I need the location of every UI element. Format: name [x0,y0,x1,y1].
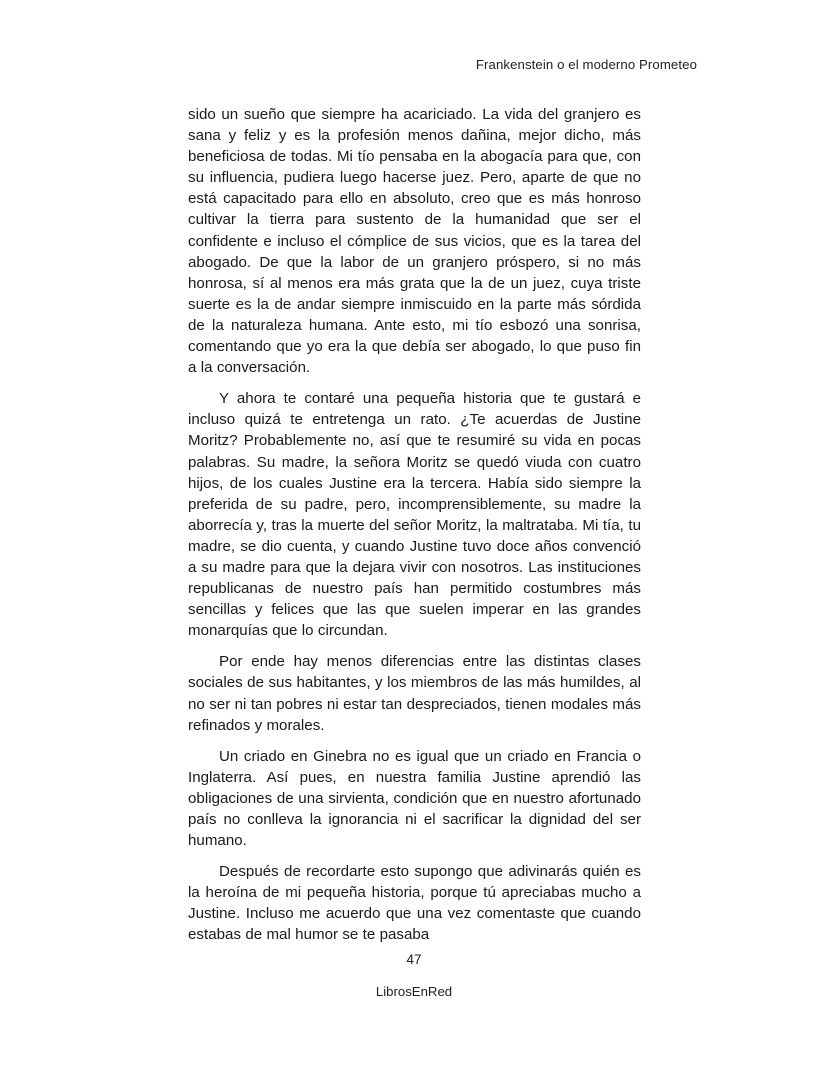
publisher-imprint: LibrosEnRed [375,984,453,999]
body-paragraph: Un criado en Ginebra no es igual que un criado en Francia o Inglaterra. Así pues, en nuestra familia Justine aprendió las obligaciones de una sirvienta, condición que en nuestro afortunado país no conlleva la ignorancia ni el sacrificar la dignidad del ser humano. [188,747,641,850]
body-paragraph: Por ende hay menos diferencias entre las distintas clases sociales de sus habitantes, y los miembros de las más humildes, al no ser ni tan pobres ni estar tan despreciados, tienen modales más refinados y morales. [188,653,641,734]
running-header-title: Frankenstein o el moderno Prometeo [475,57,697,72]
body-paragraph: sido un sueño que siempre ha acariciado. La vida del granjero es sana y feliz y es la profesión menos dañina, mejor dicho, más beneficiosa de todas. Mi tío pensaba en la abogacía para que, con su influencia, pudiera luego hacerse juez. Pero, aparte de que no está capacitado para ello en absoluto, creo que es más honroso cultivar la tierra para sustento de la humanidad que ser el confidente e incluso el cómplice de sus vicios, que es la tarea del abogado. De que la labor de un granjero próspero, si no más honrosa, sí al menos era más grata que la de un juez, cuya triste suerte es la de andar siempre inmiscuido en la parte más sórdida de la naturaleza humana. Ante esto, mi tío esbozó una sonrisa, comentando que yo era la que debía ser abogado, lo que puso fin a la conversación. [188,106,641,377]
body-text-column [188,104,641,946]
body-paragraph: Y ahora te contaré una pequeña historia que te gustará e incluso quizá te entretenga un rato. ¿Te acuerdas de Justine Moritz? Probablemente no, así que te resumiré su vida en pocas palabras. Su madre, la señora Moritz se quedó viuda con cuatro hijos, de los cuales Justine era la tercera. Había sido siempre la preferida de su padre, pero, incomprensiblemente, su madre la aborrecía y, tras la muerte del señor Moritz, la maltrataba. Mi tía, tu madre, se dio cuenta, y cuando Justine tuvo doce años convenció a su madre para que la dejara vivir con nosotros. Las instituciones republicanas de nuestro país han permitido costumbres más sencillas y felices que las que suelen imperar en las grandes monarquías que lo circundan. [188,390,641,640]
body-paragraph: Después de recordarte esto supongo que adivinarás quién es la heroína de mi pequeña historia, porque tú apreciabas mucho a Justine. Incluso me acuerdo que una vez comentaste que cuando estabas de mal humor se te pasaba [188,863,641,944]
page-number: 47 [406,952,422,967]
